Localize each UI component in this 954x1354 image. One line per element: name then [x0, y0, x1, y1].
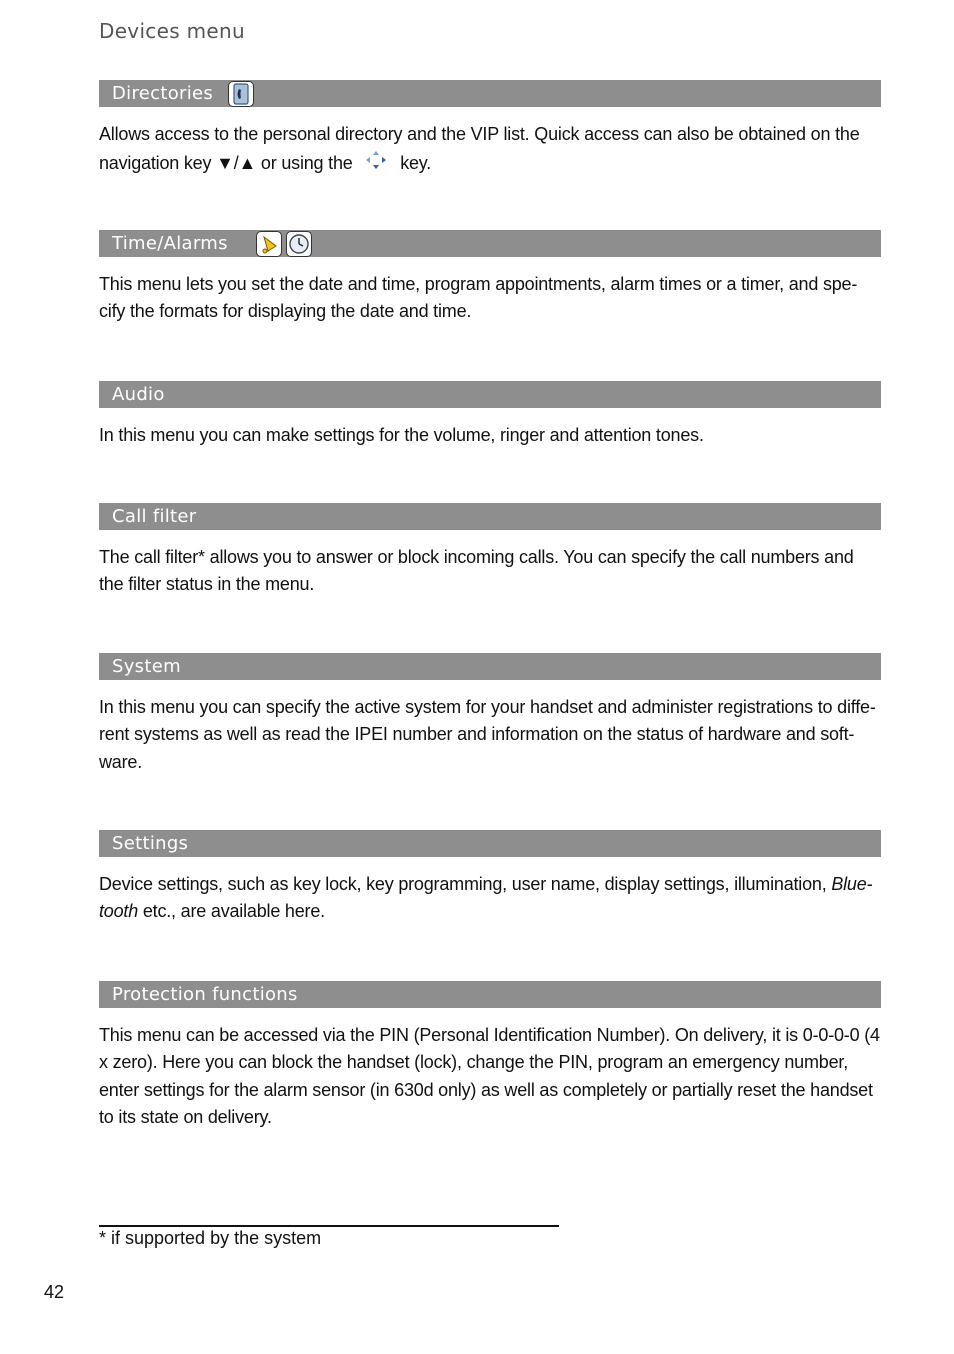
phonebook-icon — [228, 81, 254, 107]
section-text-call-filter: The call filter* allows you to answer or block incoming calls. You can specify the call numbers and the filter status in the menu. — [99, 547, 854, 595]
section-text-system: In this menu you can specify the active system for your handset and administer registrations to diffe-rent systems as well as read the IPEI number and information on the status of hardware and soft-ware. — [99, 697, 876, 772]
section-system — [99, 653, 881, 776]
section-bar-protection-functions — [99, 981, 881, 1008]
section-title: System — [112, 656, 181, 677]
bluetooth-term: Blue-tooth — [99, 874, 873, 922]
navigation-key-icon — [363, 148, 389, 180]
section-title: Audio — [112, 384, 165, 405]
section-text-directories: Allows access to the personal directory and the VIP list. Quick access can also be obtained on the navigation key ▼/▲ or using the key. — [99, 121, 881, 181]
nav-up-down-keys: ▼/▲ — [216, 153, 257, 174]
section-title: Protection functions — [112, 984, 298, 1005]
section-directories — [99, 80, 881, 181]
bell-icon — [256, 231, 282, 257]
section-call-filter — [99, 503, 881, 599]
section-text-settings: Device settings, such as key lock, key programming, user name, display settings, illumination, Blue-tooth etc., are available here. — [99, 874, 873, 922]
section-audio — [99, 381, 881, 449]
page-number: 42 — [44, 1282, 65, 1302]
section-title: Settings — [112, 833, 189, 854]
footnote: * if supported by the system — [99, 1228, 322, 1248]
section-title: Time/Alarms — [112, 233, 228, 254]
section-title: Directories — [112, 83, 214, 104]
section-bar-directories — [99, 80, 881, 107]
section-title: Call filter — [112, 506, 197, 527]
page-header: Devices menu — [99, 19, 245, 43]
section-bar-audio — [99, 381, 881, 408]
section-bar-call-filter — [99, 503, 881, 530]
section-bar-settings — [99, 830, 881, 857]
section-text-time-alarms: This menu lets you set the date and time, program appointments, alarm times or a timer, and spe-cify the formats for displaying the date and time. — [99, 274, 858, 322]
section-protection-functions — [99, 981, 881, 1131]
section-bar-time-alarms — [99, 230, 881, 257]
section-text-protection-functions: This menu can be accessed via the PIN (Personal Identification Number). On delivery, it is 0-0-0-0 (4 x zero). Here you can block the handset (lock), change the PIN, program an emergency number, enter settings for the alarm sensor (in 630d only) as well as completely or partially reset the handset to its state on delivery. — [99, 1025, 880, 1127]
section-text-audio: In this menu you can make settings for the volume, ringer and attention tones. — [99, 425, 704, 445]
section-time-alarms — [99, 230, 881, 326]
section-settings — [99, 830, 881, 926]
section-bar-system — [99, 653, 881, 680]
footnote-divider — [99, 1225, 559, 1227]
clock-icon — [286, 231, 312, 257]
